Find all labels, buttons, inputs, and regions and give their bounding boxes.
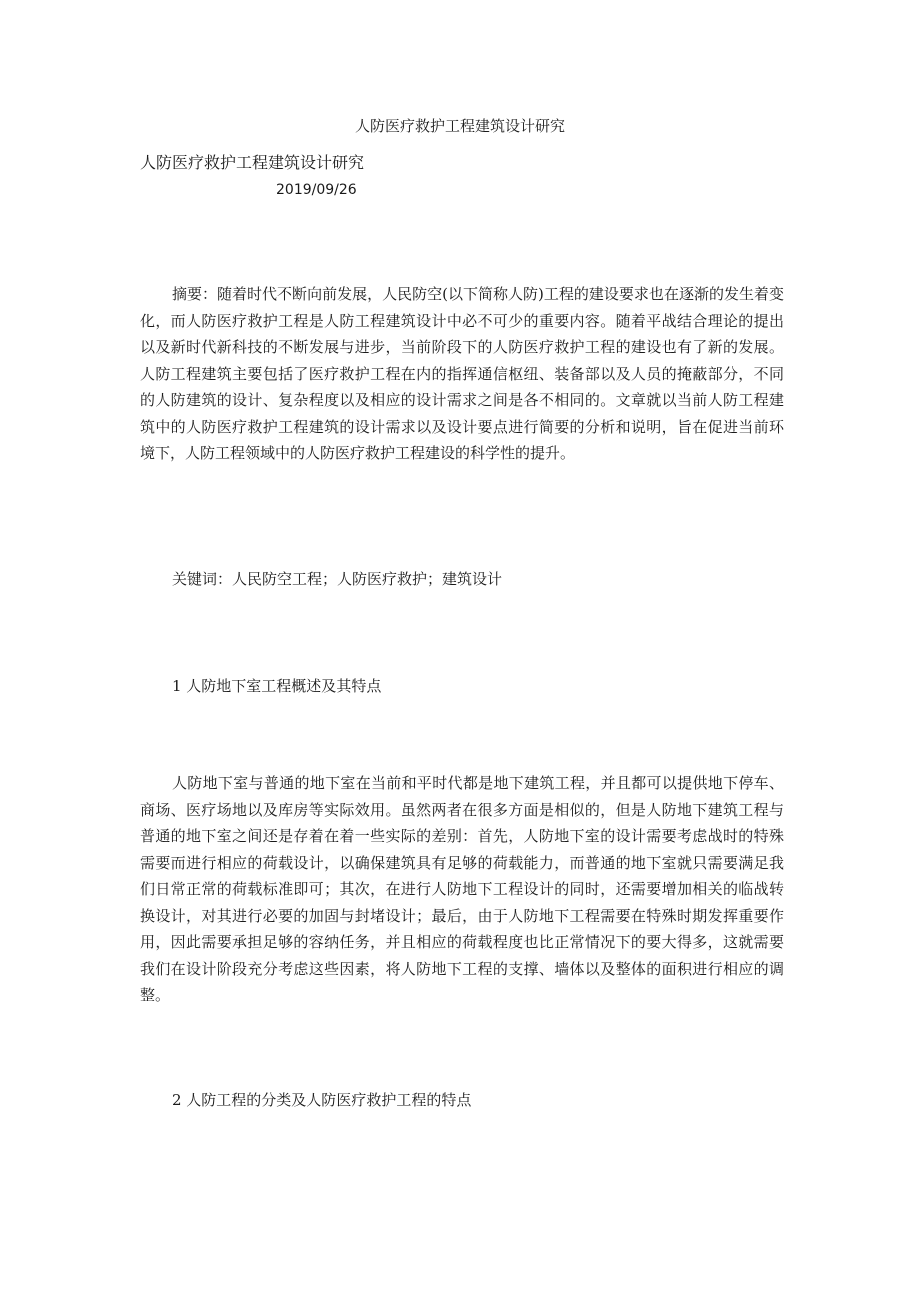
document-title: 人防医疗救护工程建筑设计研究 [140,153,365,172]
section-1-heading: 1 人防地下室工程概述及其特点 [172,677,382,695]
document-date: 2019/09/26 [276,182,357,198]
abstract-paragraph: 摘要：随着时代不断向前发展，人民防空(以下简称人防)工程的建设要求也在逐渐的发生着变化，而人防医疗救护工程是人防工程建筑设计中必不可少的重要内容。随着平战结合理论的提出以及新时代新科技的不断发展与进步，当前阶段下的人防医疗救护工程的建设也有了新的发展。人防工程建筑主要包括了医疗救护工程在内的指挥通信枢纽、装备部以及人员的掩蔽部分，不同的人防建筑的设计、复杂程度以及相应的设计需求之间是各不相同的。文章就以当前人防工程建筑中的人防医疗救护工程建筑的设计需求以及设计要点进行简要的分析和说明，旨在促进当前环境下，人防工程领域中的人防医疗救护工程建设的科学性的提升。 [140,285,784,462]
page-header-title: 人防医疗救护工程建筑设计研究 [354,117,565,135]
section-2-heading: 2 人防工程的分类及人防医疗救护工程的特点 [172,1091,472,1109]
section-1-body: 人防地下室与普通的地下室在当前和平时代都是地下建筑工程，并且都可以提供地下停车、商场、医疗场地以及库房等实际效用。虽然两者在很多方面是相似的，但是人防地下建筑工程与普通的地下室之间还是存着在着一些实际的差别：首先，人防地下室的设计需要考虑战时的特殊需要而进行相应的荷载设计，以确保建筑具有足够的荷载能力，而普通的地下室就只需要满足我们日常正常的荷载标准即可；其次，在进行人防地下工程设计的同时，还需要增加相关的临战转换设计，对其进行必要的加固与封堵设计；最后，由于人防地下工程需要在特殊时期发挥重要作用，因此需要承担足够的容纳任务，并且相应的荷载程度也比正常情况下的要大得多，这就需要我们在设计阶段充分考虑这些因素，将人防地下工程的支撑、墙体以及整体的面积进行相应的调整。 [140,774,784,1004]
keywords-line: 关键词：人民防空工程；人防医疗救护；建筑设计 [172,570,503,588]
